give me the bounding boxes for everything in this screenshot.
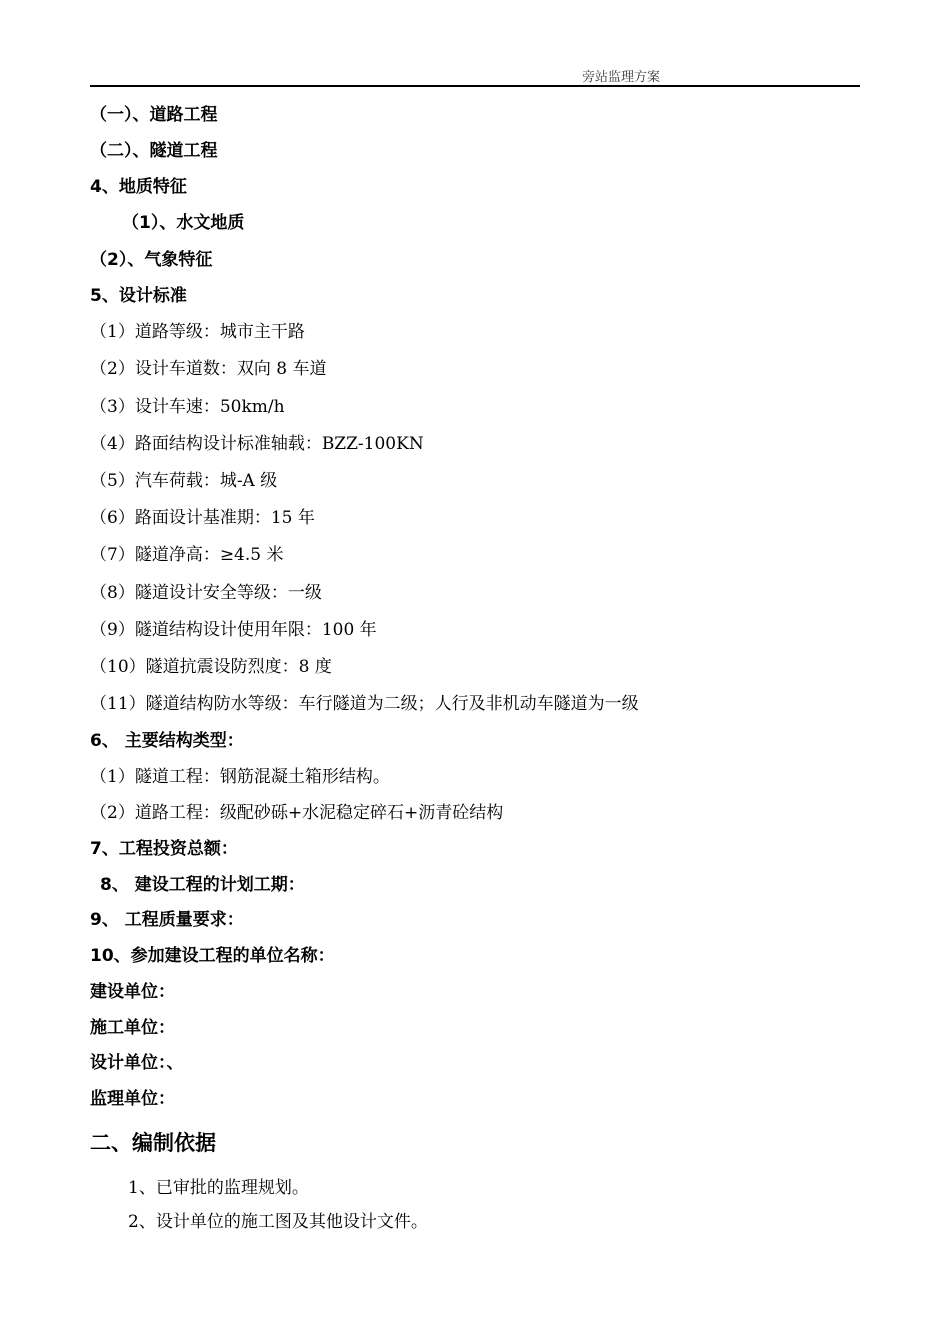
standard-item: （3）设计车速：50km/h bbox=[90, 397, 285, 417]
standard-item: （9）隧道结构设计使用年限：100 年 bbox=[90, 620, 377, 640]
design-standard-heading: 5、设计标准 bbox=[90, 286, 187, 306]
standard-item: （5）汽车荷载：城-A 级 bbox=[90, 471, 278, 491]
owner-label: 建设单位： bbox=[90, 982, 175, 1002]
standard-item: （7）隧道净高：≥4.5 米 bbox=[90, 545, 284, 565]
contractor-label: 施工单位： bbox=[90, 1018, 175, 1038]
standard-item: （11）隧道结构防水等级：车行隧道为二级；人行及非机动车隧道为一级 bbox=[90, 694, 639, 714]
quality-heading: 9、 工程质量要求： bbox=[90, 910, 244, 930]
supervisor-label: 监理单位： bbox=[90, 1089, 175, 1109]
hydrogeology-heading: （1）、水文地质 bbox=[122, 213, 245, 233]
geology-heading: 4、地质特征 bbox=[90, 177, 187, 197]
basis-item: 2、设计单位的施工图及其他设计文件。 bbox=[128, 1212, 428, 1232]
standard-item: （2）设计车道数：双向 8 车道 bbox=[90, 359, 327, 379]
section-heading: 二、编制依据 bbox=[90, 1131, 216, 1155]
tunnel-engineering-heading: （二）、隧道工程 bbox=[90, 141, 218, 161]
page-header-title: 旁站监理方案 bbox=[582, 70, 661, 85]
standard-item: （6）路面设计基准期：15 年 bbox=[90, 508, 315, 528]
standard-item: （1）道路等级：城市主干路 bbox=[90, 322, 305, 342]
structure-item: （1）隧道工程：钢筋混凝土箱形结构。 bbox=[90, 767, 390, 787]
header-divider bbox=[90, 85, 860, 87]
road-engineering-heading: （一）、道路工程 bbox=[90, 105, 218, 125]
investment-heading: 7、工程投资总额： bbox=[90, 839, 238, 859]
structure-item: （2）道路工程：级配砂砾+水泥稳定碎石+沥青砼结构 bbox=[90, 803, 504, 823]
standard-item: （8）隧道设计安全等级：一级 bbox=[90, 583, 322, 603]
standard-item: （10）隧道抗震设防烈度：8 度 bbox=[90, 657, 332, 677]
basis-item: 1、已审批的监理规划。 bbox=[128, 1178, 309, 1198]
standard-item: （4）路面结构设计标准轴载：BZZ-100KN bbox=[90, 434, 424, 454]
participants-heading: 10、参加建设工程的单位名称： bbox=[90, 946, 335, 966]
structure-type-heading: 6、 主要结构类型： bbox=[90, 731, 244, 751]
designer-label: 设计单位：、 bbox=[90, 1053, 184, 1073]
schedule-heading: 8、 建设工程的计划工期： bbox=[100, 875, 305, 895]
climate-heading: （2）、气象特征 bbox=[90, 250, 213, 270]
